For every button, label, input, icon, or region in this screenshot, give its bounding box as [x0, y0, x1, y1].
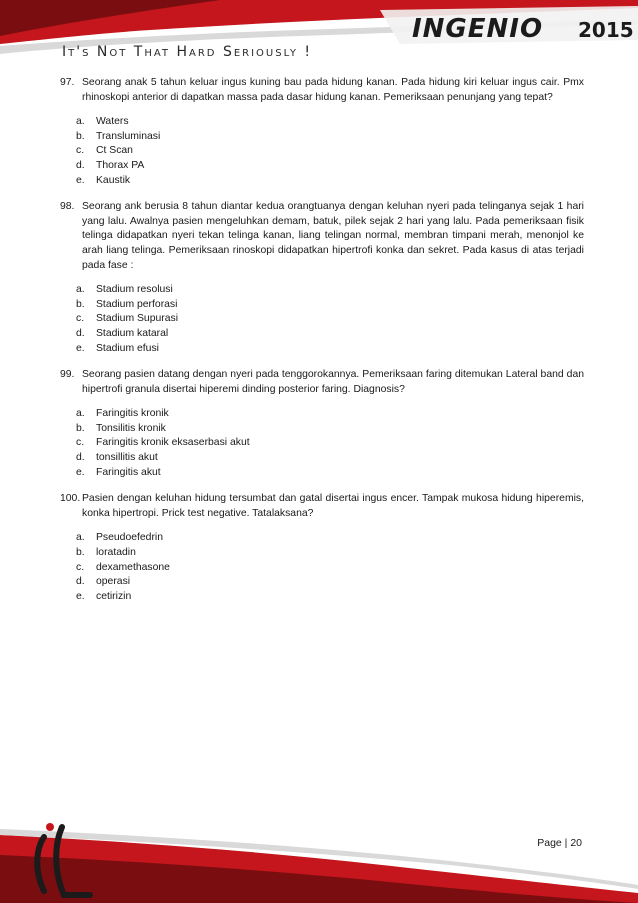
option-letter: c.: [76, 145, 85, 157]
question-block: [60, 368, 584, 480]
option-letter: b.: [76, 130, 85, 142]
answer-option: [76, 531, 584, 546]
option-letter: c.: [76, 437, 85, 449]
option-letter: e.: [76, 174, 85, 186]
question-number: 97.: [60, 77, 75, 88]
question-text: [60, 200, 584, 273]
answer-option: [76, 436, 584, 451]
option-text: Ct Scan: [96, 145, 133, 157]
question-body: Pasien dengan keluhan hidung tersumbat dan gatal disertai ingus encer. Tampak mukosa hidung hiperemis, konka hipertropi. Prick test negative. Tatalaksana?: [82, 493, 584, 519]
page-header: [0, 0, 638, 70]
page-footer: [0, 815, 638, 903]
option-letter: a.: [76, 408, 85, 420]
brand-logo-text: INGENIO: [412, 14, 544, 44]
option-letter: a.: [76, 284, 85, 296]
option-text: Faringitis kronik eksaserbasi akut: [96, 437, 250, 449]
answer-option: [76, 298, 584, 313]
option-text: loratadin: [96, 547, 136, 559]
question-block: [60, 200, 584, 356]
option-letter: c.: [76, 313, 85, 325]
brand-year: 2015: [578, 18, 634, 42]
answer-option: [76, 407, 584, 422]
question-body: Seorang anak 5 tahun keluar ingus kuning bau pada hidung kanan. Pada hidung kiri keluar ingus cair. Pmx rhinoskopi anterior di dapatkan massa pada dasar hidung kanan. Pemeriksaan penunjang yang tepat?: [82, 77, 584, 103]
option-text: Transluminasi: [96, 130, 161, 142]
answer-option: [76, 159, 584, 174]
answer-option: [76, 466, 584, 481]
answer-option: [76, 342, 584, 357]
answer-option: [76, 312, 584, 327]
answer-option: [76, 575, 584, 590]
option-letter: e.: [76, 342, 85, 354]
option-letter: c.: [76, 561, 85, 573]
option-text: Faringitis akut: [96, 466, 161, 478]
option-text: Kaustik: [96, 174, 131, 186]
option-letter: b.: [76, 422, 85, 434]
header-tagline: It's Not That Hard Seriously !: [62, 44, 313, 60]
option-text: Waters: [96, 116, 129, 128]
question-text: [60, 368, 584, 397]
option-text: Stadium resolusi: [96, 284, 173, 296]
option-text: Stadium kataral: [96, 327, 169, 339]
answer-option: [76, 144, 584, 159]
answer-option: [76, 130, 584, 145]
question-number: 98.: [60, 201, 75, 213]
question-block: [60, 492, 584, 604]
option-letter: b.: [76, 547, 85, 559]
page-number: Page | 20: [537, 837, 582, 849]
question-body: Seorang ank berusia 8 tahun diantar kedua orangtuanya dengan keluhan nyeri pada telinganya sejak 1 hari yang lalu. Awalnya pasien mengeluhkan demam, batuk, pilek sejak 2 hari yang lalu. Pada pemeriksaan fisik telinga didapatkan nyeri tekan telinga kanan, liang telingan normal, membran timpani merah, menonjol ke arah liang telinga. Pemeriksaan rinoskopi didapatkan hipertrofi konka dan sekret. Pada kasus di atas terjadi pada fase :: [82, 201, 584, 271]
answer-option: [76, 561, 584, 576]
option-letter: a.: [76, 116, 85, 128]
answer-option: [76, 327, 584, 342]
answer-option: [76, 451, 584, 466]
option-letter: d.: [76, 452, 85, 464]
option-text: Thorax PA: [96, 159, 145, 171]
option-text: Stadium Supurasi: [96, 313, 179, 325]
option-text: dexamethasone: [96, 561, 170, 573]
question-number: 99.: [60, 369, 75, 381]
option-text: Faringitis kronik: [96, 408, 169, 420]
answer-options: [60, 407, 584, 480]
answer-option: [76, 283, 584, 298]
option-text: Tonsilitis kronik: [96, 422, 166, 434]
option-text: Pseudoefedrin: [96, 532, 164, 544]
answer-option: [76, 115, 584, 130]
option-text: cetirizin: [96, 590, 132, 602]
option-text: Stadium efusi: [96, 342, 159, 354]
answer-option: [76, 590, 584, 605]
question-block: [60, 76, 584, 188]
answer-options: [60, 115, 584, 188]
option-text: operasi: [96, 576, 131, 588]
answer-option: [76, 422, 584, 437]
option-text: Stadium perforasi: [96, 298, 178, 310]
option-letter: d.: [76, 327, 85, 339]
option-letter: b.: [76, 298, 85, 310]
option-letter: e.: [76, 590, 85, 602]
option-letter: d.: [76, 159, 85, 171]
answer-options: [60, 283, 584, 356]
option-letter: a.: [76, 532, 85, 544]
option-text: tonsillitis akut: [96, 452, 158, 464]
question-body: Seorang pasien datang dengan nyeri pada tenggorokannya. Pemeriksaan faring ditemukan Lateral band dan hipertrofi granula disertai hiperemi dinding posterior faring. Diagnosis?: [82, 369, 584, 395]
il-monogram-logo: [14, 815, 104, 903]
answer-options: [60, 531, 584, 604]
question-text: [60, 492, 584, 521]
answer-option: [76, 174, 584, 189]
question-number: 100.: [60, 493, 81, 505]
question-list: [60, 76, 584, 616]
option-letter: e.: [76, 466, 85, 478]
question-text: [60, 76, 584, 105]
option-letter: d.: [76, 576, 85, 588]
answer-option: [76, 546, 584, 561]
